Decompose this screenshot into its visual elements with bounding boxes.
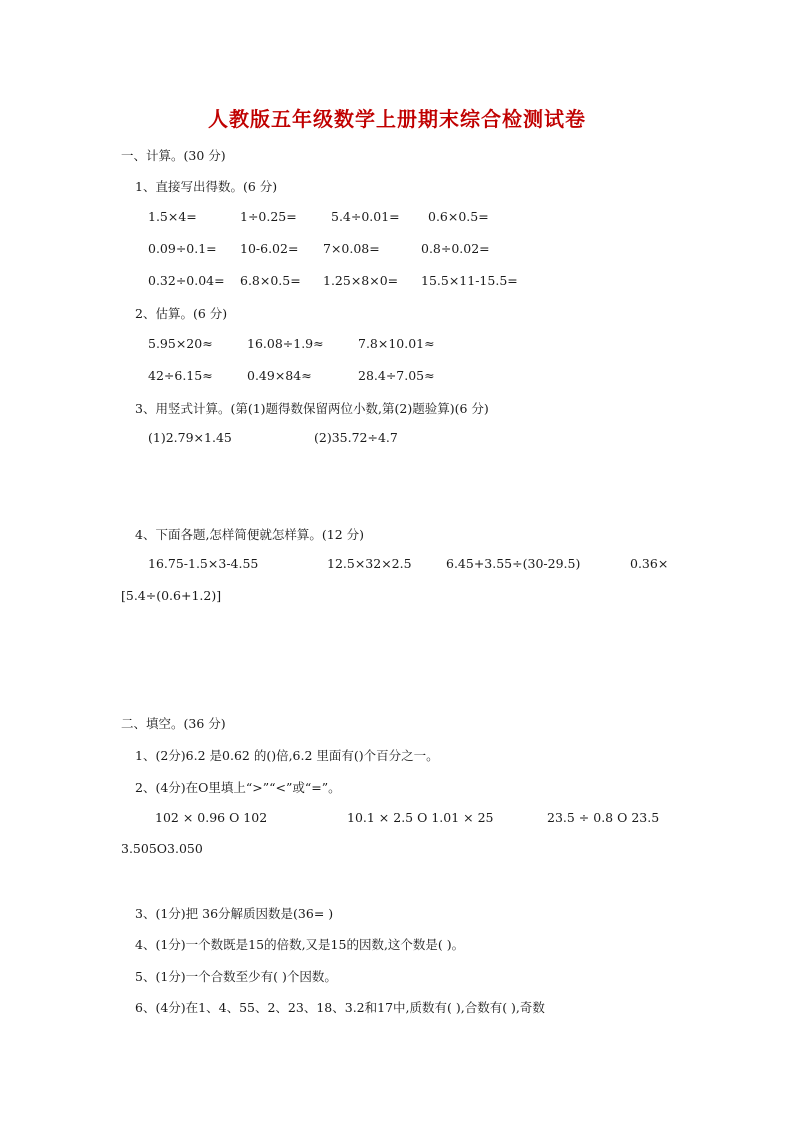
q4-item4: 0.36× xyxy=(630,556,669,571)
q1-row3-item2: 6.8×0.5= xyxy=(240,273,301,288)
q1-row3-item4: 15.5×11-15.5= xyxy=(421,273,518,288)
q4-item4-continued: [5.4÷(0.6+1.2)] xyxy=(121,588,222,603)
q2-row2-item3: 28.4÷7.05≈ xyxy=(358,368,435,383)
fill-q6: 6、(4分)在1、4、55、2、23、18、3.2和17中,质数有( ),合数有( ),奇数 xyxy=(135,1000,545,1015)
fill-q3: 3、(1分)把 36分解质因数是(36= ) xyxy=(135,906,334,921)
q2-row2-item2: 0.49×84≈ xyxy=(247,368,312,383)
q3-heading: 3、用竖式计算。(第(1)题得数保留两位小数,第(2)题验算)(6 分) xyxy=(135,401,489,416)
q4-heading: 4、下面各题,怎样简便就怎样算。(12 分) xyxy=(135,527,365,542)
q1-row3-item3: 1.25×8×0= xyxy=(323,273,399,288)
q1-heading: 1、直接写出得数。(6 分) xyxy=(135,179,278,194)
fill-q2-item4: 3.505O3.050 xyxy=(121,841,203,856)
q2-row1-item3: 7.8×10.01≈ xyxy=(358,336,435,351)
q1-row1-item3: 5.4÷0.01= xyxy=(331,209,400,224)
q4-item3: 6.45+3.55÷(30-29.5) xyxy=(446,556,581,571)
section-2-heading: 二、填空。(36 分) xyxy=(121,716,226,731)
q4-item1: 16.75-1.5×3-4.55 xyxy=(148,556,259,571)
fill-q2-heading: 2、(4分)在O里填上“>”“<”或“=”。 xyxy=(135,780,341,795)
fill-q4: 4、(1分)一个数既是15的倍数,又是15的因数,这个数是( )。 xyxy=(135,937,465,952)
q1-row3-item1: 0.32÷0.04= xyxy=(148,273,225,288)
fill-q5: 5、(1分)一个合数至少有( )个因数。 xyxy=(135,969,337,984)
fill-q2-item3: 23.5 ÷ 0.8 O 23.5 xyxy=(547,810,660,825)
q2-row2-item1: 42÷6.15≈ xyxy=(148,368,213,383)
q3-item1: (1)2.79×1.45 xyxy=(148,430,232,445)
q1-row2-item4: 0.8÷0.02= xyxy=(421,241,490,256)
section-1-heading: 一、计算。(30 分) xyxy=(121,148,226,163)
q3-item2: (2)35.72÷4.7 xyxy=(314,430,398,445)
q2-heading: 2、估算。(6 分) xyxy=(135,306,228,321)
q2-row1-item1: 5.95×20≈ xyxy=(148,336,213,351)
q1-row1-item1: 1.5×4= xyxy=(148,209,197,224)
q1-row2-item3: 7×0.08= xyxy=(323,241,380,256)
q1-row2-item2: 10-6.02= xyxy=(240,241,299,256)
q4-item2: 12.5×32×2.5 xyxy=(327,556,412,571)
fill-q1: 1、(2分)6.2 是0.62 的()倍,6.2 里面有()个百分之一。 xyxy=(135,748,439,763)
q1-row2-item1: 0.09÷0.1= xyxy=(148,241,217,256)
fill-q2-item1: 102 × 0.96 O 102 xyxy=(155,810,268,825)
q1-row1-item2: 1÷0.25= xyxy=(240,209,297,224)
page-title: 人教版五年级数学上册期末综合检测试卷 xyxy=(208,107,586,131)
fill-q2-item2: 10.1 × 2.5 O 1.01 × 25 xyxy=(347,810,494,825)
q2-row1-item2: 16.08÷1.9≈ xyxy=(247,336,324,351)
q1-row1-item4: 0.6×0.5= xyxy=(428,209,489,224)
